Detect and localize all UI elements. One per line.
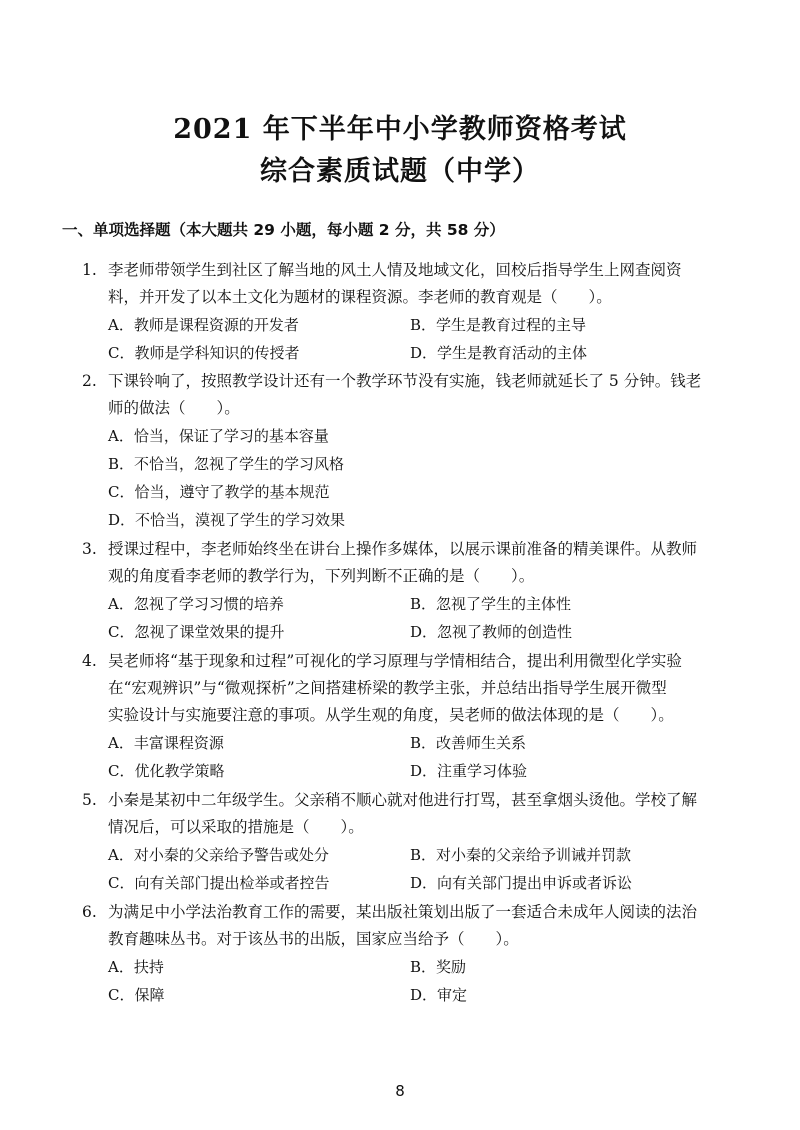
option-b: B．对小秦的父亲给予训诫并罚款 <box>410 846 632 864</box>
question-text-line: 下课铃响了，按照教学设计还有一个教学环节没有实施，钱老师就延长了 5 分钟。钱老 <box>108 372 702 390</box>
option-c: C．保障 <box>108 986 165 1004</box>
option-b: B．奖励 <box>410 958 467 976</box>
exam-title-line1: 2021 年下半年中小学教师资格考试 <box>173 114 627 145</box>
option-c: C．忽视了课堂效果的提升 <box>108 623 285 641</box>
option-a: A．扶持 <box>108 958 164 976</box>
section-heading: 一、单项选择题（本大题共 29 小题，每小题 2 分，共 58 分） <box>62 221 505 239</box>
option-c: C．向有关部门提出检举或者控告 <box>108 874 330 892</box>
option-a: A．教师是课程资源的开发者 <box>108 316 299 334</box>
question-text-line: 料，并开发了以本土文化为题材的课程资源。李老师的教育观是（ ）。 <box>108 288 612 306</box>
question-text-line: 为满足中小学法治教育工作的需要，某出版社策划出版了一套适合未成年人阅读的法治 <box>108 903 698 921</box>
option-d: D．注重学习体验 <box>410 762 528 780</box>
question-text-line: 观的角度看李老师的教学行为，下列判断不正确的是（ ）。 <box>108 567 535 585</box>
question-number: 1. <box>82 261 97 279</box>
question-number: 2. <box>82 372 97 390</box>
option-d: D．忽视了教师的创造性 <box>410 623 573 641</box>
question-text-line: 师的做法（ ）。 <box>108 399 240 417</box>
option-a: A．恰当，保证了学习的基本容量 <box>108 427 329 445</box>
question-text-line: 小秦是某初中二年级学生。父亲稍不顺心就对他进行打骂，甚至拿烟头烫他。学校了解 <box>108 791 698 809</box>
option-c: C．恰当，遵守了教学的基本规范 <box>108 483 330 501</box>
question-text-line: 授课过程中，李老师始终坐在讲台上操作多媒体，以展示课前准备的精美课件。从教师 <box>108 540 698 558</box>
exam-title-line2: 综合素质试题（中学） <box>260 156 540 187</box>
question-number: 5. <box>82 791 97 809</box>
page-number: 8 <box>395 1082 405 1100</box>
option-b: B．改善师生关系 <box>410 734 527 752</box>
option-c: C．教师是学科知识的传授者 <box>108 344 300 362</box>
question-number: 6. <box>82 903 97 921</box>
option-c: C．优化教学策略 <box>108 762 225 780</box>
option-a: A．丰富课程资源 <box>108 734 224 752</box>
option-a: A．对小秦的父亲给予警告或处分 <box>108 846 329 864</box>
option-b: B．不恰当，忽视了学生的学习风格 <box>108 455 345 473</box>
question-text-line: 在“宏观辨识”与“微观探析”之间搭建桥梁的教学主张，并总结出指导学生展开微型 <box>108 679 667 697</box>
option-d: D．审定 <box>410 986 468 1004</box>
question-text-line: 情况后，可以采取的措施是（ ）。 <box>108 818 364 836</box>
option-d: D．学生是教育活动的主体 <box>410 344 588 362</box>
option-a: A．忽视了学习习惯的培养 <box>108 595 284 613</box>
question-text-line: 李老师带领学生到社区了解当地的风土人情及地域文化，回校后指导学生上网查阅资 <box>108 261 682 279</box>
question-number: 3. <box>82 540 97 558</box>
option-b: B．学生是教育过程的主导 <box>410 316 587 334</box>
option-d: D．向有关部门提出申诉或者诉讼 <box>410 874 633 892</box>
question-text-line: 教育趣味丛书。对于该丛书的出版，国家应当给予（ ）。 <box>108 930 519 948</box>
question-text-line: 吴老师将“基于现象和过程”可视化的学习原理与学情相结合，提出利用微型化学实验 <box>108 652 682 670</box>
question-number: 4. <box>82 652 97 670</box>
option-b: B．忽视了学生的主体性 <box>410 595 572 613</box>
option-d: D．不恰当，漠视了学生的学习效果 <box>108 511 346 529</box>
question-text-line: 实验设计与实施要注意的事项。从学生观的角度，吴老师的做法体现的是（ ）。 <box>108 706 674 724</box>
